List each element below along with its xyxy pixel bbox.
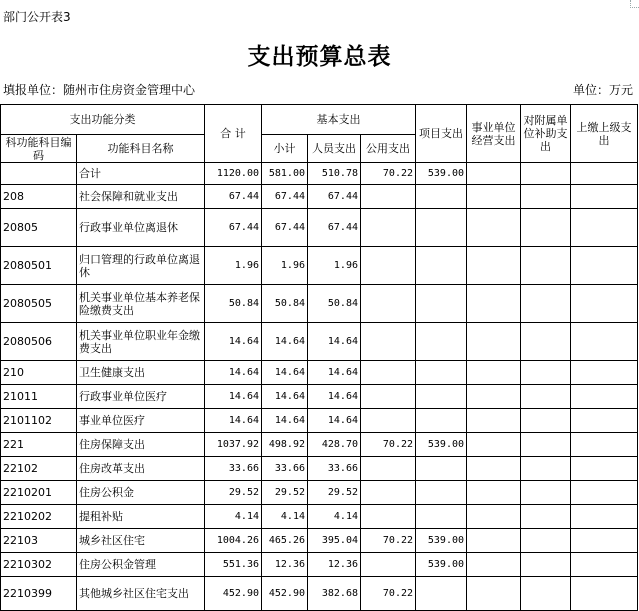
row-project: 539.00	[416, 553, 467, 577]
row-public	[361, 323, 416, 361]
table-row	[1, 323, 638, 361]
row-business	[467, 247, 521, 285]
row-total: 452.90	[205, 577, 262, 611]
row-subsidy	[521, 385, 571, 409]
row-public	[361, 247, 416, 285]
row-project	[416, 361, 467, 385]
row-subtotal: 581.00	[262, 163, 308, 185]
row-public	[361, 361, 416, 385]
row-subtotal: 14.64	[262, 385, 308, 409]
row-project: 539.00	[416, 433, 467, 457]
row-total: 1.96	[205, 247, 262, 285]
row-code	[1, 163, 77, 185]
cell-corner-marker	[630, 0, 639, 8]
row-public	[361, 409, 416, 433]
row-project: 539.00	[416, 529, 467, 553]
row-upper	[571, 577, 638, 611]
header-subtotal: 小计	[262, 135, 308, 163]
table-row	[1, 361, 638, 385]
row-name: 住房公积金	[77, 481, 205, 505]
row-personnel: 67.44	[308, 185, 361, 209]
row-code: 2101102	[1, 409, 77, 433]
row-name: 卫生健康支出	[77, 361, 205, 385]
row-code: 2210202	[1, 505, 77, 529]
table-row	[1, 385, 638, 409]
currency-unit: 单位：万元	[572, 83, 633, 97]
row-name: 住房公积金管理	[77, 553, 205, 577]
row-project	[416, 247, 467, 285]
filing-unit: 填报单位：随州市住房资金管理中心	[3, 83, 196, 97]
row-upper	[571, 323, 638, 361]
row-subsidy	[521, 285, 571, 323]
table-row	[1, 247, 638, 285]
row-business	[467, 433, 521, 457]
row-total: 1004.26	[205, 529, 262, 553]
row-upper	[571, 209, 638, 247]
row-subsidy	[521, 529, 571, 553]
row-business	[467, 361, 521, 385]
row-code: 221	[1, 433, 77, 457]
table-row	[1, 457, 638, 481]
table-row	[1, 285, 638, 323]
row-subtotal: 33.66	[262, 457, 308, 481]
table-row	[1, 409, 638, 433]
row-subtotal: 67.44	[262, 209, 308, 247]
table-row	[1, 481, 638, 505]
row-total: 14.64	[205, 409, 262, 433]
row-name: 合计	[77, 163, 205, 185]
row-subtotal: 498.92	[262, 433, 308, 457]
row-public: 70.22	[361, 529, 416, 553]
row-code: 20805	[1, 209, 77, 247]
row-business	[467, 385, 521, 409]
row-total: 67.44	[205, 209, 262, 247]
row-public	[361, 285, 416, 323]
row-business	[467, 553, 521, 577]
row-upper	[571, 481, 638, 505]
header-subsidy: 对附属单位补助支出	[521, 105, 571, 163]
row-code: 210	[1, 361, 77, 385]
row-personnel: 14.64	[308, 385, 361, 409]
row-personnel: 50.84	[308, 285, 361, 323]
row-total: 551.36	[205, 553, 262, 577]
row-upper	[571, 361, 638, 385]
row-name: 住房保障支出	[77, 433, 205, 457]
row-public	[361, 481, 416, 505]
row-project	[416, 209, 467, 247]
row-upper	[571, 529, 638, 553]
row-business	[467, 529, 521, 553]
row-subtotal: 12.36	[262, 553, 308, 577]
row-upper	[571, 553, 638, 577]
row-public	[361, 209, 416, 247]
table-row	[1, 209, 638, 247]
row-subtotal: 14.64	[262, 409, 308, 433]
row-name: 机关事业单位职业年金缴费支出	[77, 323, 205, 361]
row-upper	[571, 285, 638, 323]
row-upper	[571, 163, 638, 185]
header-project: 项目支出	[416, 105, 467, 163]
row-business	[467, 505, 521, 529]
row-personnel: 428.70	[308, 433, 361, 457]
table-row	[1, 577, 638, 611]
row-business	[467, 409, 521, 433]
row-public: 70.22	[361, 163, 416, 185]
table-row	[1, 505, 638, 529]
header-total: 合 计	[205, 105, 262, 163]
table-row	[1, 185, 638, 209]
row-subtotal: 50.84	[262, 285, 308, 323]
row-personnel: 67.44	[308, 209, 361, 247]
row-total: 4.14	[205, 505, 262, 529]
row-subsidy	[521, 409, 571, 433]
row-public: 70.22	[361, 433, 416, 457]
row-project	[416, 409, 467, 433]
table-row	[1, 163, 638, 185]
row-upper	[571, 505, 638, 529]
row-total: 33.66	[205, 457, 262, 481]
row-subtotal: 465.26	[262, 529, 308, 553]
row-name: 机关事业单位基本养老保险缴费支出	[77, 285, 205, 323]
row-subsidy	[521, 361, 571, 385]
row-code: 2080501	[1, 247, 77, 285]
row-project	[416, 285, 467, 323]
budget-table	[0, 104, 638, 611]
row-subsidy	[521, 457, 571, 481]
row-personnel: 33.66	[308, 457, 361, 481]
header-code: 科功能科目编码	[1, 135, 77, 163]
row-project	[416, 185, 467, 209]
row-name: 社会保障和就业支出	[77, 185, 205, 209]
row-subsidy	[521, 505, 571, 529]
page-title: 支出预算总表	[247, 43, 392, 70]
row-name: 事业单位医疗	[77, 409, 205, 433]
row-upper	[571, 457, 638, 481]
row-code: 2080505	[1, 285, 77, 323]
row-name: 行政事业单位离退休	[77, 209, 205, 247]
row-project	[416, 481, 467, 505]
row-upper	[571, 433, 638, 457]
row-personnel: 12.36	[308, 553, 361, 577]
row-personnel: 4.14	[308, 505, 361, 529]
row-total: 67.44	[205, 185, 262, 209]
row-subtotal: 14.64	[262, 361, 308, 385]
row-personnel: 382.68	[308, 577, 361, 611]
row-project	[416, 577, 467, 611]
row-public: 70.22	[361, 577, 416, 611]
row-subsidy	[521, 553, 571, 577]
row-subsidy	[521, 577, 571, 611]
row-total: 14.64	[205, 385, 262, 409]
row-total: 50.84	[205, 285, 262, 323]
row-business	[467, 163, 521, 185]
row-public	[361, 505, 416, 529]
row-total: 29.52	[205, 481, 262, 505]
row-project	[416, 457, 467, 481]
row-public	[361, 185, 416, 209]
row-upper	[571, 185, 638, 209]
row-business	[467, 457, 521, 481]
row-personnel: 395.04	[308, 529, 361, 553]
row-project	[416, 505, 467, 529]
row-personnel: 14.64	[308, 361, 361, 385]
row-business	[467, 323, 521, 361]
row-personnel: 29.52	[308, 481, 361, 505]
row-personnel: 1.96	[308, 247, 361, 285]
row-subtotal: 14.64	[262, 323, 308, 361]
header-public: 公用支出	[361, 135, 416, 163]
header-business: 事业单位经营支出	[467, 105, 521, 163]
row-project	[416, 385, 467, 409]
row-subsidy	[521, 323, 571, 361]
header-personnel: 人员支出	[308, 135, 361, 163]
row-code: 208	[1, 185, 77, 209]
row-upper	[571, 409, 638, 433]
row-total: 14.64	[205, 323, 262, 361]
row-code: 2210302	[1, 553, 77, 577]
row-subtotal: 29.52	[262, 481, 308, 505]
row-code: 2210399	[1, 577, 77, 611]
row-subsidy	[521, 185, 571, 209]
table-number-note: 部门公开表3	[3, 10, 71, 24]
row-business	[467, 185, 521, 209]
header-upper: 上缴上级支出	[571, 105, 638, 163]
row-business	[467, 285, 521, 323]
row-public	[361, 553, 416, 577]
row-name: 行政事业单位医疗	[77, 385, 205, 409]
header-basic: 基本支出	[262, 105, 416, 135]
row-code: 2080506	[1, 323, 77, 361]
row-name: 城乡社区住宅	[77, 529, 205, 553]
row-business	[467, 209, 521, 247]
row-personnel: 510.78	[308, 163, 361, 185]
row-name: 住房改革支出	[77, 457, 205, 481]
row-code: 2210201	[1, 481, 77, 505]
row-code: 22102	[1, 457, 77, 481]
row-public	[361, 385, 416, 409]
row-public	[361, 457, 416, 481]
row-subsidy	[521, 163, 571, 185]
row-name: 其他城乡社区住宅支出	[77, 577, 205, 611]
row-subsidy	[521, 209, 571, 247]
row-total: 14.64	[205, 361, 262, 385]
row-subsidy	[521, 433, 571, 457]
header-function-class: 支出功能分类	[1, 105, 205, 135]
table-row	[1, 433, 638, 457]
row-total: 1120.00	[205, 163, 262, 185]
row-upper	[571, 385, 638, 409]
table-row	[1, 529, 638, 553]
row-project: 539.00	[416, 163, 467, 185]
row-project	[416, 323, 467, 361]
row-subtotal: 67.44	[262, 185, 308, 209]
row-personnel: 14.64	[308, 409, 361, 433]
row-subtotal: 452.90	[262, 577, 308, 611]
row-subtotal: 1.96	[262, 247, 308, 285]
row-subsidy	[521, 481, 571, 505]
header-name: 功能科目名称	[77, 135, 205, 163]
row-business	[467, 577, 521, 611]
table-row	[1, 553, 638, 577]
row-total: 1037.92	[205, 433, 262, 457]
row-subsidy	[521, 247, 571, 285]
row-business	[467, 481, 521, 505]
row-upper	[571, 247, 638, 285]
row-code: 22103	[1, 529, 77, 553]
row-personnel: 14.64	[308, 323, 361, 361]
row-subtotal: 4.14	[262, 505, 308, 529]
row-name: 归口管理的行政单位离退休	[77, 247, 205, 285]
row-name: 提租补贴	[77, 505, 205, 529]
row-code: 21011	[1, 385, 77, 409]
